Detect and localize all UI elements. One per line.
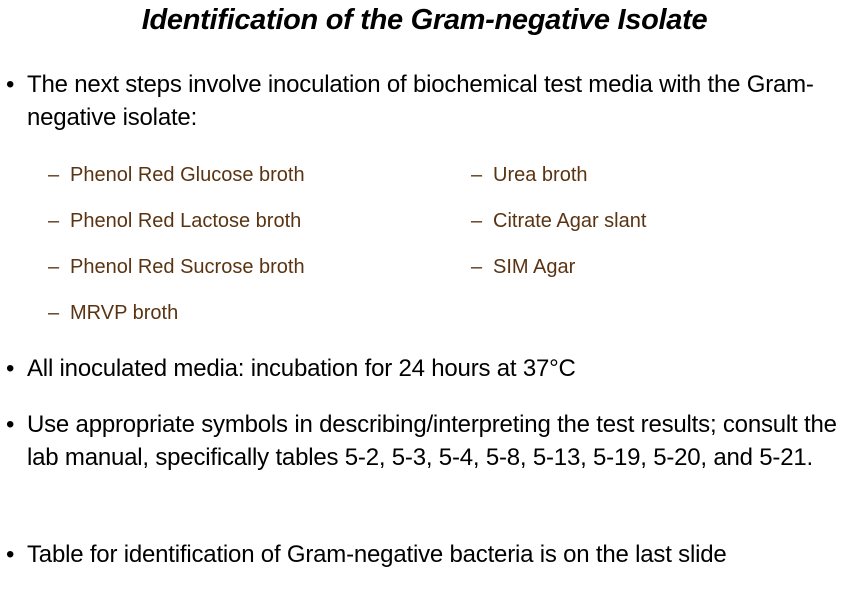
media-label: Urea broth: [493, 164, 588, 186]
media-item: [471, 254, 575, 280]
media-label: Phenol Red Glucose broth: [70, 164, 305, 186]
bullet-text: All inoculated media: incubation for 24 hours at 37°C: [27, 355, 576, 382]
dash-symbol: –: [471, 256, 483, 278]
bullet-text: Table for identification of Gram-negative bacteria is on the last slide: [27, 541, 727, 568]
bullet-text: The next steps involve inoculation of biochemical test media with the Gram-negative isolate:: [27, 71, 814, 131]
bullet-symbol: •: [6, 355, 15, 382]
media-label: Phenol Red Sucrose broth: [70, 256, 305, 278]
bullet-symbol: •: [6, 541, 15, 568]
dash-symbol: –: [471, 210, 483, 232]
dash-symbol: –: [48, 210, 60, 232]
media-label: Phenol Red Lactose broth: [70, 210, 302, 232]
dash-symbol: –: [48, 164, 60, 186]
bullet-text: Use appropriate symbols in describing/interpreting the test results; consult the lab manual, specifically tables 5-2, 5-3, 5-4, 5-8, 5-13, 5-19, 5-20, and 5-21.: [27, 411, 837, 471]
media-label: MRVP broth: [70, 302, 179, 324]
media-item: [48, 162, 305, 188]
dash-symbol: –: [471, 164, 483, 186]
bullet-symbol: •: [6, 71, 15, 98]
media-item: [48, 254, 305, 280]
media-item: [471, 208, 646, 234]
dash-symbol: –: [48, 256, 60, 278]
media-item: [48, 300, 178, 326]
media-item: [48, 208, 301, 234]
dash-symbol: –: [48, 302, 60, 324]
bullet-symbol: •: [6, 411, 15, 438]
media-label: SIM Agar: [493, 256, 576, 278]
media-label: Citrate Agar slant: [493, 210, 647, 232]
slide-title: Identification of the Gram-negative Isolate: [141, 4, 708, 36]
media-item: [471, 162, 588, 188]
